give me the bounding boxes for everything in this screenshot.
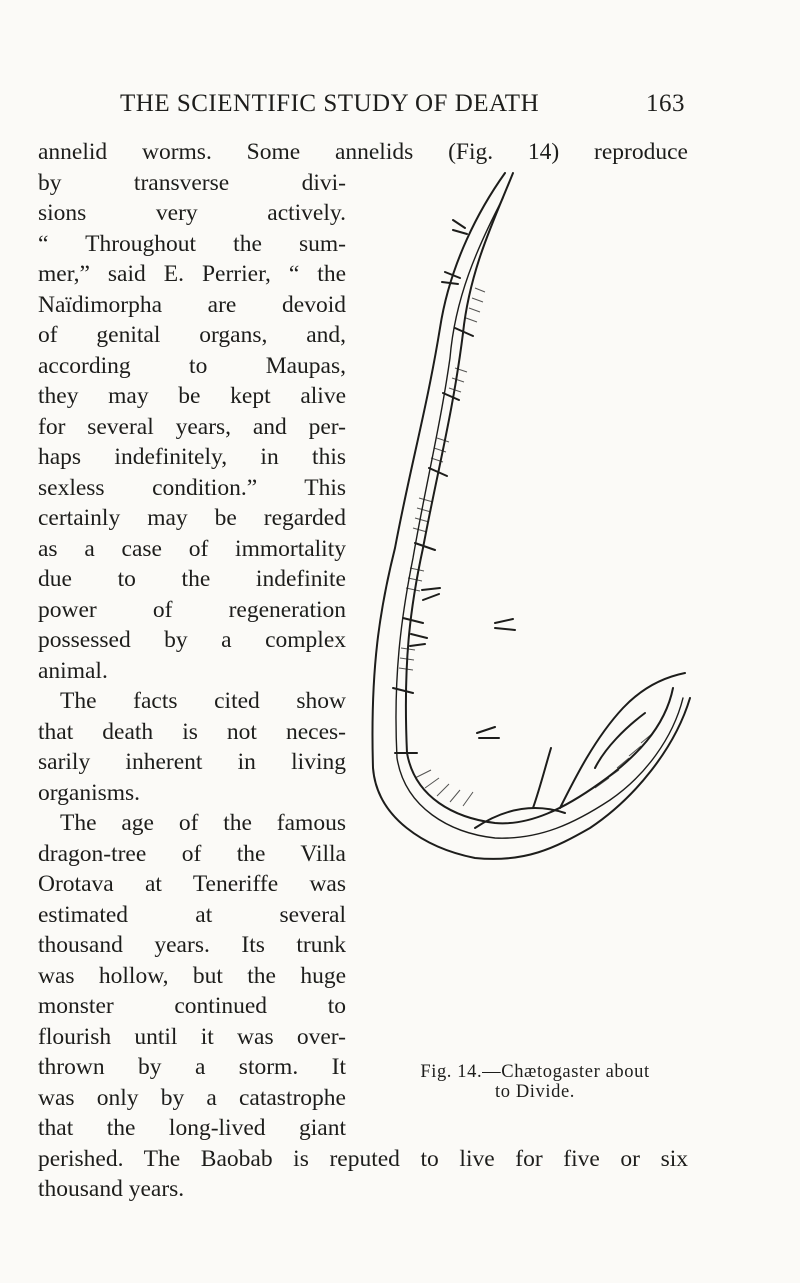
text-line: organisms. [38,780,141,806]
text-line: certainly may be regarded [38,505,346,531]
text-line: of genital organs, and, [38,322,346,348]
text-line: was hollow, but the huge [38,963,346,989]
text-line: sarily inherent in living [38,749,346,775]
text-line: by transverse divi- [38,170,346,196]
text-line: estimated at several [38,902,346,928]
text-line: that the long-lived giant [38,1115,346,1141]
text-line: they may be kept alive [38,383,346,409]
caption-line: to Divide. [495,1082,575,1102]
chaetogaster-illustration [355,168,695,868]
text-line: perished. The Baobab is reputed to live for five or six [38,1146,688,1172]
text-line: sexless condition.” This [38,475,346,501]
text-line: Orotava at Teneriffe was [38,871,346,897]
text-line: dragon-tree of the Villa [38,841,346,867]
text-line: thousand years. Its trunk [38,932,346,958]
page-number: 163 [646,90,685,117]
text-line: for several years, and per- [38,414,346,440]
figure-caption [365,1062,705,1102]
text-line: The age of the famous [60,810,346,836]
text-line: “ Throughout the sum- [38,231,346,257]
text-line: haps indefinitely, in this [38,444,346,470]
text-line: as a case of immortality [38,536,346,562]
text-line: according to Maupas, [38,353,346,379]
text-line: thousand years. [38,1176,185,1202]
text-line: possessed by a complex [38,627,346,653]
text-line: due to the indefinite [38,566,346,592]
text-line: The facts cited show [60,688,346,714]
text-line: animal. [38,658,108,684]
text-line: sions very actively. [38,200,346,226]
text-line: mer,” said E. Perrier, “ the [38,261,346,287]
text-line: Naïdimorpha are devoid [38,292,346,318]
text-line: thrown by a storm. It [38,1054,346,1080]
text-line: monster continued to [38,993,346,1019]
text-line: annelid worms. Some annelids (Fig. 14) reproduce [38,139,688,165]
text-line: flourish until it was over- [38,1024,346,1050]
text-line: that death is not neces- [38,719,346,745]
caption-line: Fig. 14.—Chætogaster about [420,1062,650,1082]
text-line: power of regeneration [38,597,346,623]
text-line: was only by a catastrophe [38,1085,346,1111]
running-title: THE SCIENTIFIC STUDY OF DEATH [120,90,540,117]
